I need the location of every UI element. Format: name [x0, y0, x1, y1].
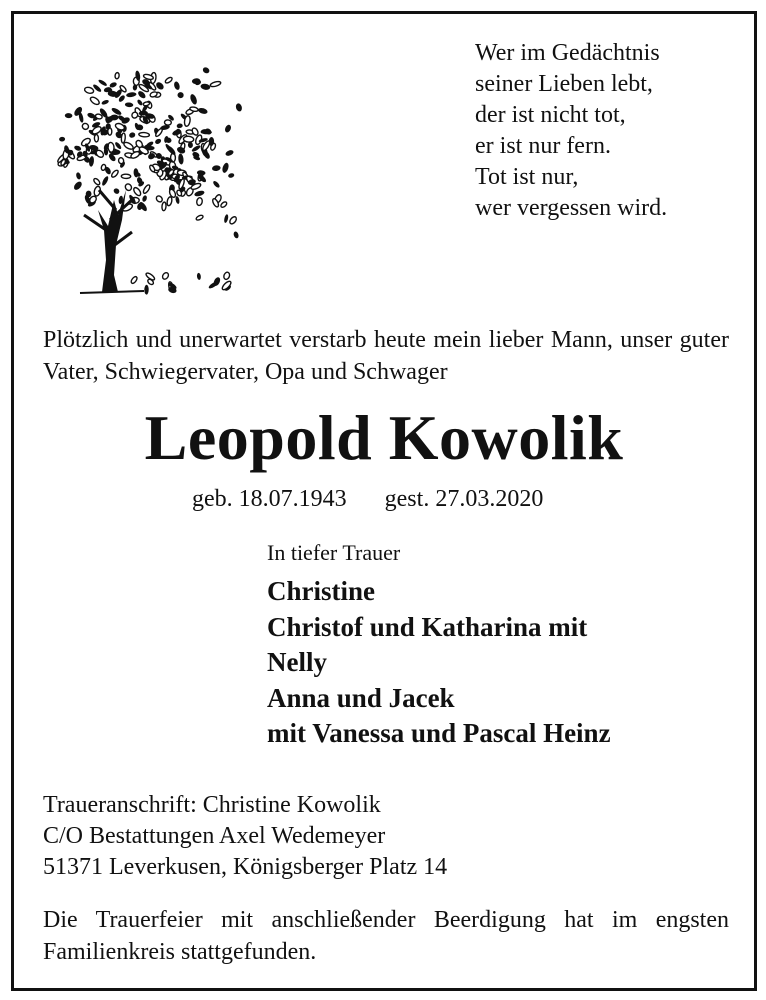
family-member: Christine	[267, 576, 375, 606]
life-dates	[192, 484, 543, 514]
intro-text: Plötzlich und unerwartet verstarb heute mein lieber Mann, unser guter Vater, Schwiegervater, Opa und Schwager	[43, 327, 729, 385]
obituary-frame	[11, 11, 757, 991]
poem-line: Wer im Gedächtnis	[475, 40, 660, 66]
family-member: mit Vanessa und Pascal Heinz	[267, 718, 611, 748]
family-member: Christof und Katharina mit	[267, 611, 588, 642]
poem-line: seiner Lieben lebt,	[475, 71, 653, 97]
family-member: Anna und Jacek	[267, 682, 455, 713]
death-date: gest. 27.03.2020	[384, 486, 544, 512]
deceased-name: Leopold Kowolik	[144, 402, 624, 473]
poem-line: Tot ist nur,	[475, 164, 579, 190]
windblown-tree-icon	[44, 50, 244, 298]
family-member: Nelly	[267, 647, 327, 677]
mourning-address	[43, 790, 447, 883]
poem-line: wer vergessen wird.	[475, 195, 668, 221]
address-line: Traueranschrift: Christine Kowolik	[43, 792, 381, 818]
funeral-notice: Die Trauerfeier mit anschließender Beerdigung hat im engsten Familienkreis stattgefunden.	[43, 907, 729, 965]
address-line: C/O Bestattungen Axel Wedemeyer	[43, 823, 386, 849]
address-line: 51371 Leverkusen, Königsberger Platz 14	[43, 854, 448, 880]
poem	[475, 38, 667, 224]
poem-line: der ist nicht tot,	[475, 102, 626, 128]
birth-date: geb. 18.07.1943	[192, 486, 347, 512]
family-list	[267, 574, 611, 752]
poem-line: er ist nur fern.	[475, 133, 611, 159]
mourning-label: In tiefer Trauer	[267, 540, 401, 565]
